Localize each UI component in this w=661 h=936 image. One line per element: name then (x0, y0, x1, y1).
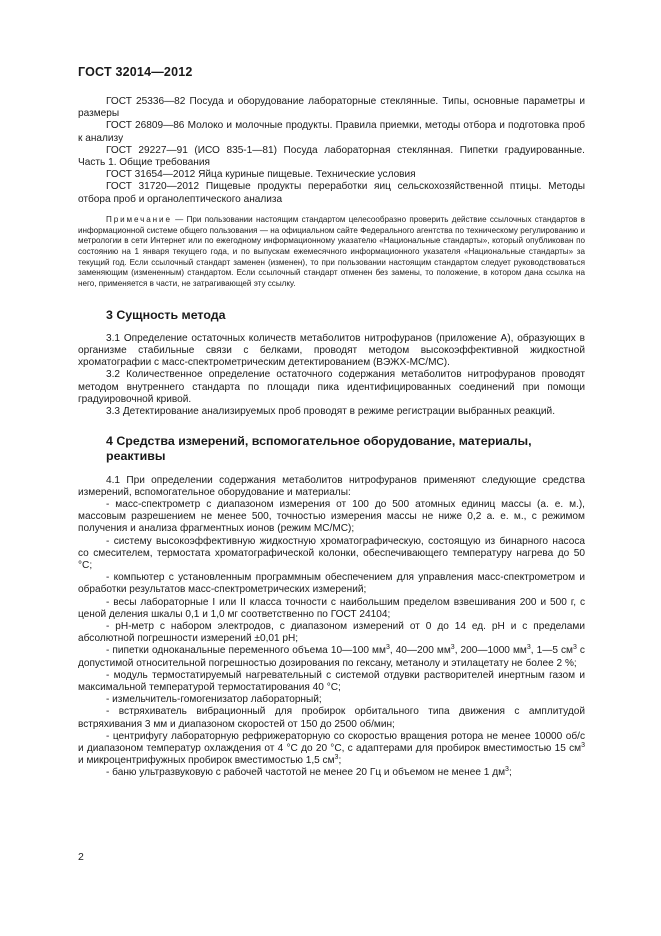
equipment-item-pipettes: - пипетки одноканальные переменного объема 10—100 $мм^3$, 40—200 $мм^3$, 200—1000 $мм^3$, 1—5 $см^3$ с допустимой относительной погрешностью дозирования по гексану, метанолу и этилацетату не более 2 %; (78, 644, 585, 669)
page-header-standard-code: ГОСТ 32014—2012 (78, 65, 193, 79)
equipment-item: - модуль термостатируемый нагревательный с системой отдувки растворителей инертным газом и максимальной температурой термостатирования 40 °С; (78, 669, 585, 694)
normative-ref: ГОСТ 31654—2012 Яйца куриные пищевые. Технические условия (106, 169, 416, 181)
note-label: Примечание (106, 214, 172, 224)
note-text: — При пользовании настоящим стандартом целесообразно проверить действие ссылочных стандартов в информационной системе общего пользования — на официальном сайте Федерального агентства по техническому регулированию и метрологии в сети Интернет или по ежегодному информационному указателю «Национальные стандарты», который опубликован по состоянию на 1 января текущего года, и по выпускам ежемесячного информационного указателя «Национальные стандарты» за текущий год. Если ссылочный стандарт заменен (изменен), то при пользовании настоящим стандартом следует руководствоваться заменяющим (измененным) стандартом. Если ссылочный стандарт отменен без замены, то положение, в котором дана ссылка на него, применяется в части, не затрагивающей эту ссылку. (78, 214, 585, 289)
equipment-item: - масс-спектрометр с диапазоном измерения от 100 до 500 атомных единиц массы (а. е. м.), массовым разрешением не менее 500, точностью измерения массы не ниже 0,2 а. е. м., с режимом получения и анализа фрагментных ионов (режим МС/МС); (78, 498, 585, 535)
section-4-heading: 4 Средства измерений, вспомогательное оборудование, материалы, реактивы (106, 434, 532, 464)
section-3-paragraph: 3.2 Количественное определение остаточного содержания метаболитов нитрофуранов проводят методом внутреннего стандарта по площади пика идентифицированных соединений при помощи градуировочной кривой. (78, 369, 585, 405)
normative-ref: ГОСТ 29227—91 (ИСО 835-1—81) Посуда лабораторная стеклянная. Пипетки градуированные. Часть 1. Общие требования (78, 144, 585, 169)
page-number: 2 (78, 851, 84, 863)
normative-ref: ГОСТ 25336—82 Посуда и оборудование лабораторные стеклянные. Типы, основные параметры и размеры (78, 96, 585, 120)
section-4-intro: 4.1 При определении содержания метаболитов нитрофуранов применяют следующие средства измерений, вспомогательное оборудование и материалы: (78, 474, 585, 498)
equipment-item: - весы лабораторные I или II класса точности с наибольшим пределом взвешивания 200 и 500 г, с ценой деления шкалы 0,1 и 1,0 мг соответственно по ГОСТ 24104; (78, 596, 585, 620)
equipment-item-centrifuge: - центрифугу лабораторную рефрижераторную со скоростью вращения ротора не менее 10000 об/с и диапазоном температур охлаждения от 4 °С до 20 °С, с адаптерами для пробирок вместимостью 15 $см^3$ и микроцентрифужных пробирок вместимостью 1,5 $см^3$; (78, 730, 585, 767)
normative-ref: ГОСТ 31720—2012 Пищевые продукты переработки яиц сельскохозяйственной птицы. Методы отбора проб и органолептического анализа (78, 181, 585, 205)
section-3-paragraph: 3.1 Определение остаточных количеств метаболитов нитрофуранов (приложение А), образующих в организме стабильные связи с белками, проводят методом высокоэффективной жидкостной хроматографии с масс-спектрометрическим детектированием (ВЭЖХ-МС/МС). (78, 332, 585, 369)
note-paragraph (78, 215, 585, 290)
equipment-item: - компьютер с установленным программным обеспечением для управления масс-спектрометром и обработки результатов масс-спектрометрических измерений; (78, 572, 585, 596)
equipment-item: - измельчитель-гомогенизатор лабораторный; (106, 694, 322, 706)
equipment-item-ultrasonic-bath: - баню ультразвуковую с рабочей частотой не менее 20 Гц и объемом не менее 1 $дм^3$; (106, 766, 512, 779)
equipment-item: - рН-метр с набором электродов, с диапазоном измерений от 0 до 14 ед. рН и с пределами абсолютной погрешности измерений ±0,01 рН; (78, 621, 585, 645)
page-content (78, 96, 585, 780)
equipment-item: - систему высокоэффективную жидкостную хроматографическую, состоящую из бинарного насоса со смесителем, термостата хроматографической колонки, обеспечивающего температуру нагрева до 50 °С; (78, 535, 585, 571)
equipment-item: - встряхиватель вибрационный для пробирок орбитального типа движения с амплитудой встряхивания 3 мм и диапазоном скоростей от 150 до 2500 об/мин; (78, 706, 585, 730)
section-3-heading: 3 Сущность метода (106, 307, 226, 322)
section-3-paragraph: 3.3 Детектирование анализируемых проб проводят в режиме регистрации выбранных реакций. (106, 405, 556, 417)
normative-ref: ГОСТ 26809—86 Молоко и молочные продукты. Правила приемки, методы отбора и подготовка проб к анализу (78, 120, 585, 144)
